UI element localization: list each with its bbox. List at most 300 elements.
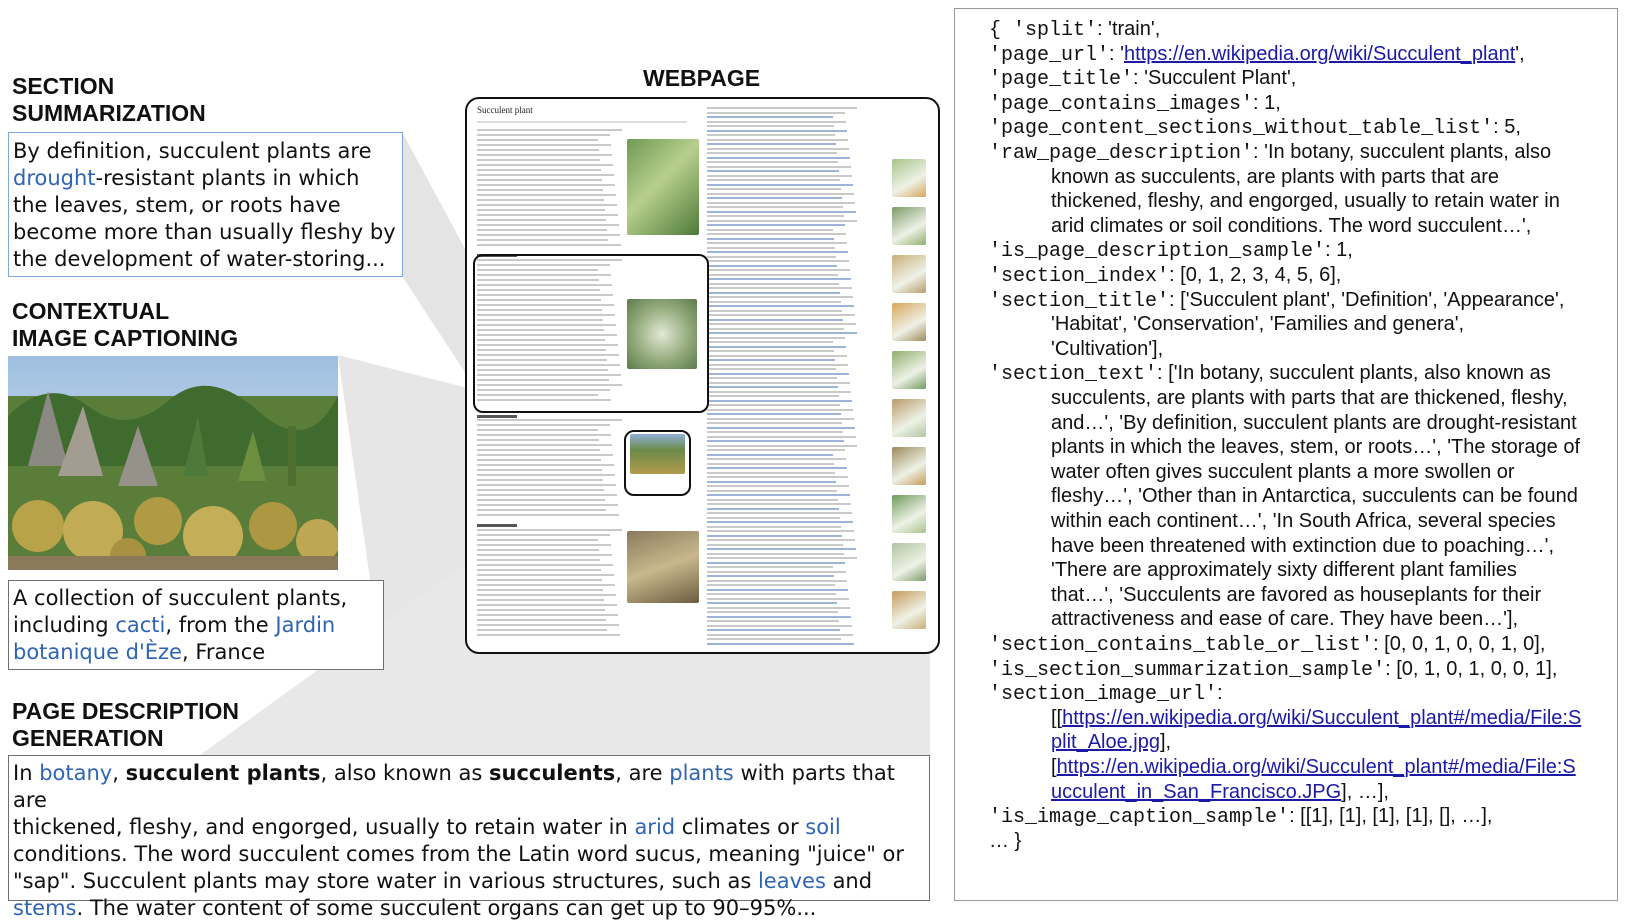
mock-image-highlight [624,430,691,496]
json-value: : 1, [1253,91,1281,114]
mock-text-line [707,593,836,595]
mock-text-line [707,589,848,591]
json-line [1051,386,1568,410]
mock-text-line [707,476,848,478]
json-url-link[interactable]: https://en.wikipedia.org/wiki/Succulent_plant#/media/File:S [1056,756,1576,778]
mock-text-line [707,193,854,195]
json-line [989,140,1551,166]
mock-text-line [477,599,604,601]
mock-text-line [477,204,617,206]
mock-text-line [707,535,842,537]
mock-text-line [707,463,834,465]
mock-text-line [707,301,841,303]
mock-text-line [707,238,834,240]
mock-text-line [477,164,613,166]
mock-text-line [707,130,847,132]
json-line [989,681,1223,707]
mock-thumbnail [892,303,926,341]
mock-text-line [707,643,854,645]
mock-section-heading [477,524,517,527]
mock-text-line [707,539,855,541]
mock-text-line [477,154,612,156]
mock-text-line [707,323,856,325]
mock-text-line [707,278,851,280]
mock-thumbnail [892,351,926,389]
json-value: arid climates or soil conditions. The word succulent…', [1051,214,1532,237]
mock-text-line [707,211,856,213]
mock-text-line [477,189,603,191]
mock-text-line [477,584,615,586]
mock-text-line [707,206,843,208]
json-line [989,263,1341,289]
mock-text-line [707,337,845,339]
mock-text-line [477,444,612,446]
json-line [1051,165,1499,189]
mock-text-line [707,454,833,456]
caption-box: A collection of succulent plants, including cacti, from the Jardin botanique d'Èze, France [8,580,384,670]
json-url-link[interactable]: https://en.wikipedia.org/wiki/Succulent_plant#/media/File:S [1062,706,1582,729]
mock-text-line [477,429,598,431]
mock-text-line [477,149,599,151]
json-line [989,115,1521,141]
json-value: thickened, fleshy, and engorged, usually to retain water in [1051,190,1560,213]
mock-text-line [707,359,835,361]
arid-link[interactable]: arid [634,815,676,839]
mock-text-line [707,377,837,379]
mock-text-line [707,251,848,253]
json-line [989,632,1545,658]
mock-cactus-photo [627,531,699,603]
mock-text-line [707,508,839,510]
mock-text-line [477,169,601,171]
mock-text-line [707,224,845,226]
json-value: known as succulents, are plants with parts that are [1051,165,1500,188]
json-value: : 1, [1325,239,1353,262]
mock-text-line [707,629,840,631]
mock-text-line [707,260,849,262]
mock-text-line [707,382,850,384]
mock-text-line [707,112,845,114]
mock-text-line [707,314,855,316]
json-line [989,361,1551,387]
json-value: succulents, are plants with parts that are thickened, fleshy, [1051,387,1568,409]
mock-text-line [477,589,603,591]
mock-text-line [707,202,855,204]
json-key: 'page_title' [989,68,1134,92]
mock-text-line [707,310,842,312]
mock-text-line [477,439,599,441]
json-value: ], …], [1341,780,1389,803]
mock-text-line [477,559,600,561]
mock-text-line [707,296,853,298]
mock-text-line [707,391,851,393]
json-value: : ' [1109,42,1124,65]
json-line [989,829,1021,853]
mock-text-line [707,364,848,366]
mock-text-line [707,386,838,388]
mock-text-line [707,166,851,168]
mock-text-line [477,159,600,161]
succulent-garden-photo [8,356,338,570]
json-value: … } [989,829,1022,852]
mock-text-line [707,467,847,469]
json-value: : [[1], [1], [1], [1], [], …], [1289,805,1493,828]
mock-text-line [707,584,835,586]
mock-text-line [477,194,616,196]
json-value: and…', 'By definition, succulent plants are drought-resistant [1051,411,1577,434]
json-key: 'section_text' [989,363,1158,387]
mock-text-line [707,143,836,145]
json-url-link[interactable]: ucculent_in_San_Francisco.JPG [1051,780,1342,803]
json-record-panel [954,8,1618,901]
mock-text-line [707,346,846,348]
json-value: : [0, 1, 0, 1, 0, 0, 1], [1385,657,1558,680]
mock-text-line [707,521,853,523]
mock-text-line [477,184,615,186]
mock-text-line [707,404,840,406]
mock-text-line [707,562,845,564]
botany-link[interactable]: botany [39,761,113,785]
mock-text-line [707,256,836,258]
json-key: 'section_image_url' [989,683,1218,707]
mock-thumbnail [892,495,926,533]
json-value: have been threatened with extinction due to poaching…', [1051,534,1555,557]
json-value: : 5, [1493,116,1521,139]
mock-text-line [707,179,840,181]
mock-text-line [707,458,846,460]
mock-text-line [477,139,598,141]
json-url-link[interactable]: https://en.wikipedia.org/wiki/Succulent_plant [1123,42,1516,65]
mock-text-line [707,283,839,285]
json-url-link[interactable]: plit_Aloe.jpg [1051,731,1160,754]
mock-text-line [477,594,616,596]
mock-text-line [707,121,846,123]
mock-text-line [707,602,837,604]
mock-text-line [477,199,604,201]
mock-text-line [477,574,614,576]
mock-text-line [707,566,833,568]
json-key: 'page_url' [989,43,1110,67]
json-key: 'section_contains_table_or_list' [989,634,1374,657]
mock-text-line [707,503,851,505]
json-value: 'There are approximately sixty different plant families [1051,559,1517,582]
mock-text-line [707,292,840,294]
mock-text-line [707,157,850,159]
json-line [989,91,1281,117]
cacti-link[interactable]: cacti [115,613,166,637]
mock-text-line [477,134,610,136]
mock-text-line [707,148,849,150]
mock-text-line [707,395,839,397]
mock-text-line [477,564,613,566]
mock-definition-highlight [473,254,709,413]
webpage-thumbnail [465,97,940,654]
mock-section-heading [477,415,517,418]
json-key: 'section_index' [989,265,1170,288]
mock-text-line [707,494,850,496]
mock-text-line [707,436,856,438]
json-value: ', [1515,42,1525,65]
mock-text-line [707,422,842,424]
mock-text-line [707,305,854,307]
mock-text-line [477,499,605,501]
heading-section-summarization: SECTION SUMMARIZATION [12,73,206,126]
mock-text-line [707,449,845,451]
json-key: 'is_section_summarization_sample' [989,658,1386,682]
json-key: 'section_title' [989,289,1170,313]
json-key: 'raw_page_description' [989,142,1254,165]
json-value: 'Cultivation'], [1051,337,1164,360]
json-line [1051,558,1517,582]
mock-text-line [477,539,598,541]
json-value: within each continent…', 'In South Africa, several species [1051,510,1556,532]
json-key: 'page_content_sections_without_table_list' [989,117,1494,141]
mock-thumbnail [892,159,926,197]
mock-text-line [477,549,599,551]
mock-text-line [477,469,602,471]
json-value: ], [1159,731,1172,754]
json-line [1051,337,1163,361]
mock-text-line [477,234,620,236]
json-key: 'page_contains_images' [989,92,1254,116]
mock-text-line [707,139,848,141]
mock-text-line [707,620,839,622]
mock-text-line [477,214,618,216]
json-line [1051,484,1578,508]
mock-text-line [707,431,843,433]
mock-text-line [707,499,838,501]
mock-text-line [477,484,616,486]
mock-text-line [707,116,833,118]
mock-text-line [707,125,834,127]
json-value: : ['Succulent plant', 'Definition', 'Appearance', [1169,288,1565,311]
mock-text-line [477,434,611,436]
json-line [989,42,1525,68]
mock-thumbnail [892,543,926,581]
mock-text-line [707,220,857,222]
mock-text-line [477,609,605,611]
mock-text-line [477,219,606,221]
json-line [1051,312,1464,336]
mock-text-line [477,424,610,426]
mock-text-line [477,534,610,536]
mock-text-line [477,144,611,146]
json-line [1051,460,1515,484]
mock-text-line [707,409,853,411]
mock-text-line [477,239,608,241]
mock-text-line [707,350,834,352]
json-line [1051,534,1554,558]
mock-text-line [707,368,836,370]
json-line [989,288,1564,314]
mock-text-line [477,489,604,491]
mock-text-line [707,152,837,154]
mock-text-line [707,229,833,231]
json-value: [ [1051,756,1057,778]
mock-text-line [477,464,614,466]
json-line [1051,509,1556,533]
mock-text-line [707,233,846,235]
mock-text-line [707,490,837,492]
mock-text-line [477,569,601,571]
mock-text-line [477,554,612,556]
json-line [989,66,1296,92]
heading-page-description-generation: PAGE DESCRIPTION GENERATION [12,698,240,751]
soil-link[interactable]: soil [805,815,841,839]
stems-link[interactable]: stems [13,896,77,920]
json-line [989,804,1492,830]
json-line [1051,583,1541,607]
json-value: attractiveness and ease of care. They have been…'], [1051,608,1519,631]
summary-connector [402,132,470,380]
description-box: In botany, succulent plants, also known as succulents, are plants with parts that are thickened, fleshy, and engorged, usually to retain water in arid climates or soil conditions. The word succulent comes from the Latin word sucus, meaning "juice" or "sap". Succulent plants may store water in various structures, such as leaves and stems. The water content of some succulent organs can get up to 90–95%... [8,755,930,901]
drought-link[interactable]: drought [13,166,96,190]
mock-thumbnail [892,255,926,293]
botanique-link[interactable]: botanique d'Èze [13,640,182,664]
mock-text-line [707,485,849,487]
mock-text-line [707,184,853,186]
mock-text-line [707,188,841,190]
mock-text-line [477,449,600,451]
json-key: { 'split' [989,19,1098,42]
jardin-link[interactable]: Jardin [275,613,336,637]
mock-text-line [707,611,838,613]
mock-text-line [707,175,852,177]
json-line [1051,706,1581,730]
json-line [1051,189,1560,213]
json-value: : ['In botany, succulent plants, also known as [1157,362,1551,385]
json-value: water often gives succulent plants a more swollen or [1051,460,1515,483]
json-line [1051,411,1577,435]
mock-text-line [707,170,839,172]
mock-text-line [707,418,854,420]
leaves-link[interactable]: leaves [757,869,826,893]
mock-text-line [707,332,857,334]
mock-text-line [707,553,844,555]
mock-text-line [707,571,846,573]
mock-text-line [477,509,606,511]
json-line [1051,214,1531,238]
json-value: : 'train', [1097,18,1161,40]
mock-text-line [707,319,843,321]
mock-text-line [707,265,837,267]
mock-text-line [477,634,620,636]
json-value: that…', 'Succulents are favored as houseplants for their [1051,583,1542,606]
mock-text-line [707,607,850,609]
json-value: plants in which the leaves, stem, or roots…', 'The storage of [1051,436,1580,459]
mock-text-line [707,242,847,244]
mock-text-line [707,341,833,343]
mock-thumbnail [892,399,926,437]
mock-text-line [707,215,844,217]
mock-text-line [707,481,836,483]
json-line [1051,730,1171,754]
heading-contextual-image-captioning: CONTEXTUAL IMAGE CAPTIONING [12,298,239,351]
json-line [989,238,1353,264]
mock-text-line [707,580,847,582]
mock-text-line [707,445,857,447]
mock-text-line [477,129,622,131]
mock-text-line [707,634,853,636]
mock-aloe-photo [627,139,699,235]
json-line [1051,780,1389,804]
mock-text-line [707,512,852,514]
json-line [1051,607,1518,631]
plants-link[interactable]: plants [669,761,734,785]
mock-text-line [477,229,607,231]
mock-text-line [707,197,842,199]
mock-text-line [477,419,622,421]
json-value: : [0, 1, 2, 3, 4, 5, 6], [1169,264,1342,286]
mock-text-line [477,474,615,476]
mock-text-line [707,598,849,600]
mock-page-title: Succulent plant [477,105,533,115]
mock-text-line [707,269,850,271]
mock-text-line [477,604,617,606]
json-key: 'is_image_caption_sample' [989,806,1290,830]
json-value: : [1217,682,1223,705]
json-value: 'Habitat', 'Conservation', 'Families and genera', [1051,313,1465,336]
mock-text-line [707,548,856,550]
mock-text-line [707,247,835,249]
mock-text-line [477,179,602,181]
mock-text-line [707,373,849,375]
json-line [1051,755,1576,779]
json-value: : 'In botany, succulent plants, also [1253,141,1552,163]
mock-text-line [707,530,854,532]
mock-text-line [707,575,834,577]
mock-text-line [707,526,841,528]
mock-text-line [707,544,843,546]
json-value: [[ [1051,706,1063,729]
json-line [989,17,1160,43]
mock-text-line [477,619,606,621]
mock-text-line [707,517,840,519]
mock-text-line [477,224,619,226]
json-value: : 'Succulent Plant', [1133,67,1297,90]
json-line [1051,435,1580,459]
mock-text-line [707,616,851,618]
mock-text-line [707,472,835,474]
mock-text-line [707,328,844,330]
mock-text-line [477,494,617,496]
mock-text-line [707,287,852,289]
mock-thumbnail [892,591,926,629]
mock-text-line [477,504,618,506]
mock-text-line [477,479,603,481]
json-key: 'is_page_description_sample' [989,240,1326,264]
mock-text-line [707,557,857,559]
mock-text-line [707,638,841,640]
mock-text-line [707,161,838,163]
mock-text-line [477,244,621,246]
mock-text-line [707,413,841,415]
json-value: : [0, 0, 1, 0, 0, 1, 0], [1373,633,1546,655]
mock-text-line [707,427,855,429]
mock-text-line [477,614,618,616]
summary-box: By definition, succulent plants are drought-resistant plants in which the leaves, stem, or roots have become more than usually fleshy by the development of water-storing... [8,132,403,277]
mock-text-line [477,629,607,631]
mock-text-line [477,544,611,546]
mock-text-line [707,134,835,136]
mock-text-line [477,454,613,456]
mock-text-line [477,459,601,461]
mock-text-line [707,107,857,109]
mock-text-line [707,274,838,276]
mock-text-line [477,624,619,626]
mock-thumbnail [892,207,926,245]
mock-text-line [477,174,614,176]
